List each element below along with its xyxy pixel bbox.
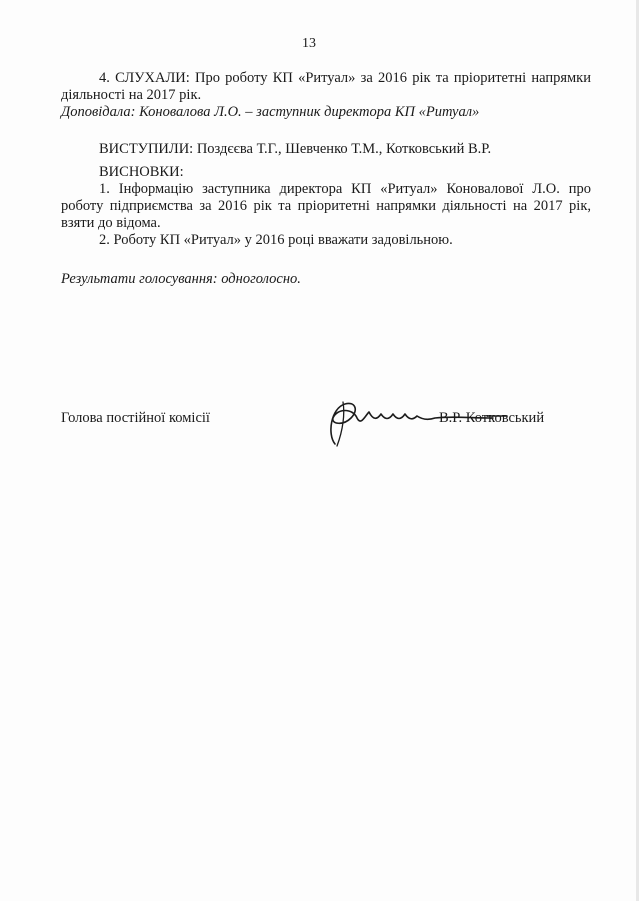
speaker-line: Доповідала: Коновалова Л.О. – заступник директора КП «Ритуал»: [61, 104, 480, 120]
vote-result-block: [61, 271, 591, 288]
conclusions-block: [61, 164, 591, 249]
agenda-item-4: [61, 70, 591, 104]
conclusions-heading: ВИСНОВКИ:: [99, 164, 184, 180]
speaker-block: [61, 104, 591, 121]
speakers-block: [61, 141, 591, 158]
page-number: 13: [302, 36, 316, 51]
speakers-line: ВИСТУПИЛИ: Поздєєва Т.Г., Шевченко Т.М., Котковський В.Р.: [99, 141, 492, 157]
vote-result: Результати голосування: одноголосно.: [61, 271, 301, 287]
signature-title: Голова постійної комісії: [61, 410, 210, 426]
signature-row: [61, 408, 621, 448]
signature-name: В.Р. Котковський: [439, 410, 545, 426]
listened-paragraph: 4. СЛУХАЛИ: Про роботу КП «Ритуал» за 2016 рік та пріоритетні напрямки діяльності на 2017 рік.: [61, 70, 591, 103]
conclusion-item-1: 1. Інформацію заступника директора КП «Ритуал» Коновалової Л.О. про роботу підприємства за 2016 рік та пріоритетні напрямки діяльності на 2017 рік, взяти до відома.: [61, 181, 591, 231]
conclusion-item-2: 2. Роботу КП «Ритуал» у 2016 році вважати задовільною.: [99, 232, 453, 248]
